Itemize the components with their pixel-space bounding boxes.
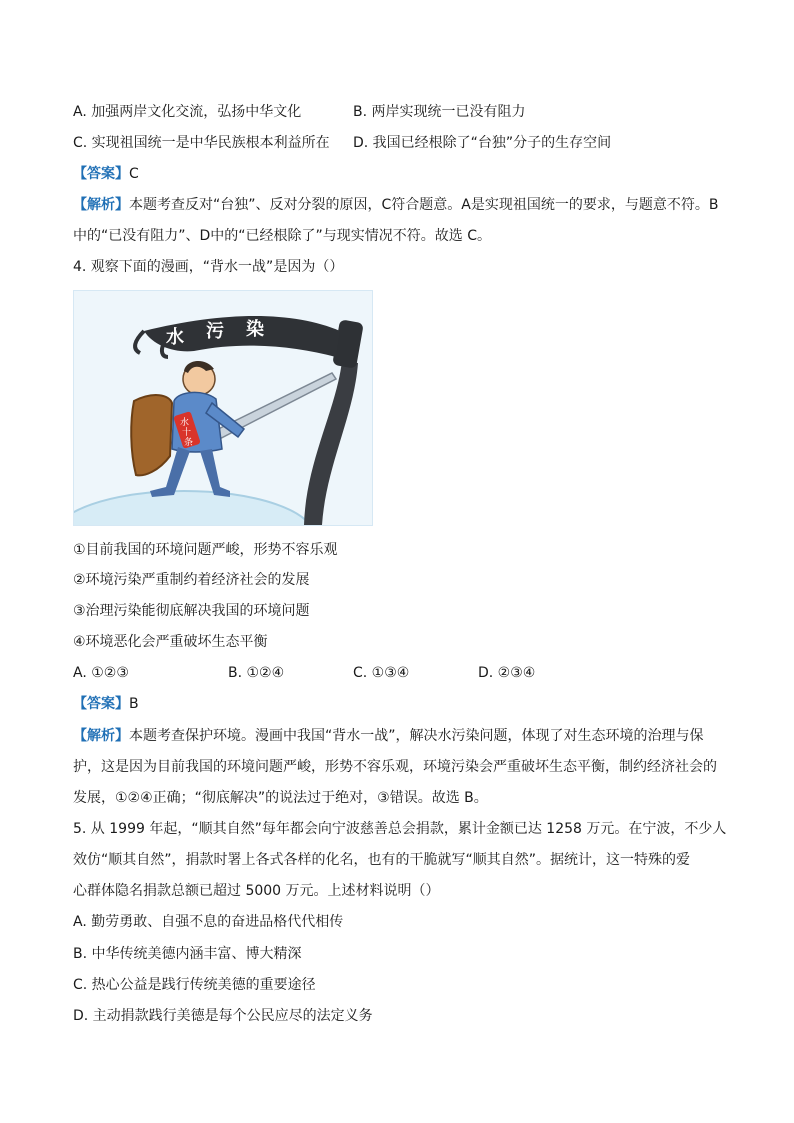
q5-option-d: D. 主动捐款践行美德是每个公民应尽的法定义务 <box>73 1008 373 1024</box>
q3-option-a: A. 加强两岸文化交流，弘扬中华文化 <box>73 104 302 120</box>
q4-analysis-line-2: 护，这是因为目前我国的环境问题严峻，形势不容乐观，环境污染会严重破坏生态平衡，制约经济社会的 <box>73 759 717 775</box>
q4-answer <box>73 694 139 714</box>
q4-item-1: ①目前我国的环境问题严峻，形势不容乐观 <box>73 542 338 558</box>
q3-analysis-line-2: 中的“已没有阻力”、D中的“已经根除了”与现实情况不符。故选 C。 <box>73 228 492 244</box>
q5-option-a: A. 勤劳勇敢、自强不息的奋进品格代代相传 <box>73 914 344 930</box>
q5-stem-line-3: 心群体隐名捐款总额已超过 5000 万元。上述材料说明（） <box>73 883 440 899</box>
badge-char-1: 水 <box>180 418 190 428</box>
cartoon-illustration <box>74 291 372 525</box>
answer-value: B <box>129 696 139 712</box>
analysis-text: 本题考查反对“台独”、反对分裂的原因，C符合题意。A是实现祖国统一的要求，与题意不符。B <box>129 197 719 213</box>
q3-answer <box>73 164 139 184</box>
q3-analysis-line-1 <box>73 195 718 215</box>
q4-item-3: ③治理污染能彻底解决我国的环境问题 <box>73 603 310 619</box>
analysis-tag: 【解析】 <box>73 728 129 744</box>
q4-item-4: ④环境恶化会严重破坏生态平衡 <box>73 634 268 650</box>
q5-stem-line-2: 效仿“顺其自然”，捐款时署上各式各样的化名，也有的干脆就写“顺其自然”。据统计，这一特殊的爱 <box>73 852 691 868</box>
answer-tag: 【答案】 <box>73 166 129 182</box>
pipe-char-2: 污 <box>206 321 224 342</box>
q5-option-b: B. 中华传统美德内涵丰富、博大精深 <box>73 946 302 962</box>
answer-value: C <box>129 166 139 182</box>
q3-option-b: B. 两岸实现统一已没有阻力 <box>353 104 526 120</box>
badge-char-3: 条 <box>184 438 194 448</box>
q4-option-d: D. ②③④ <box>478 665 536 681</box>
q4-analysis-line-3: 发展，①②④正确；“彻底解决”的说法过于绝对，③错误。故选 B。 <box>73 790 488 806</box>
q3-option-d: D. 我国已经根除了“台独”分子的生存空间 <box>353 135 612 151</box>
q4-option-b: B. ①②④ <box>228 665 285 681</box>
q4-analysis-line-1 <box>73 726 704 746</box>
pipe-char-1: 水 <box>166 327 184 348</box>
q5-stem-line-1: 5. 从 1999 年起，“顺其自然”每年都会向宁波慈善总会捐款，累计金额已达 1258 万元。在宁波，不少人 <box>73 821 727 837</box>
answer-tag: 【答案】 <box>73 696 129 712</box>
badge-char-2: 十 <box>182 428 192 438</box>
q4-stem: 4. 观察下面的漫画，“背水一战”是因为（） <box>73 259 344 275</box>
cartoon-image <box>73 290 373 526</box>
analysis-text: 本题考查保护环境。漫画中我国“背水一战”，解决水污染问题，体现了对生态环境的治理与保 <box>129 728 704 744</box>
q3-option-c: C. 实现祖国统一是中华民族根本利益所在 <box>73 135 330 151</box>
q4-option-a: A. ①②③ <box>73 665 129 681</box>
q4-option-c: C. ①③④ <box>353 665 410 681</box>
pipe-char-3: 染 <box>246 319 264 340</box>
q5-option-c: C. 热心公益是践行传统美德的重要途径 <box>73 977 316 993</box>
q4-item-2: ②环境污染严重制约着经济社会的发展 <box>73 572 310 588</box>
analysis-tag: 【解析】 <box>73 197 129 213</box>
